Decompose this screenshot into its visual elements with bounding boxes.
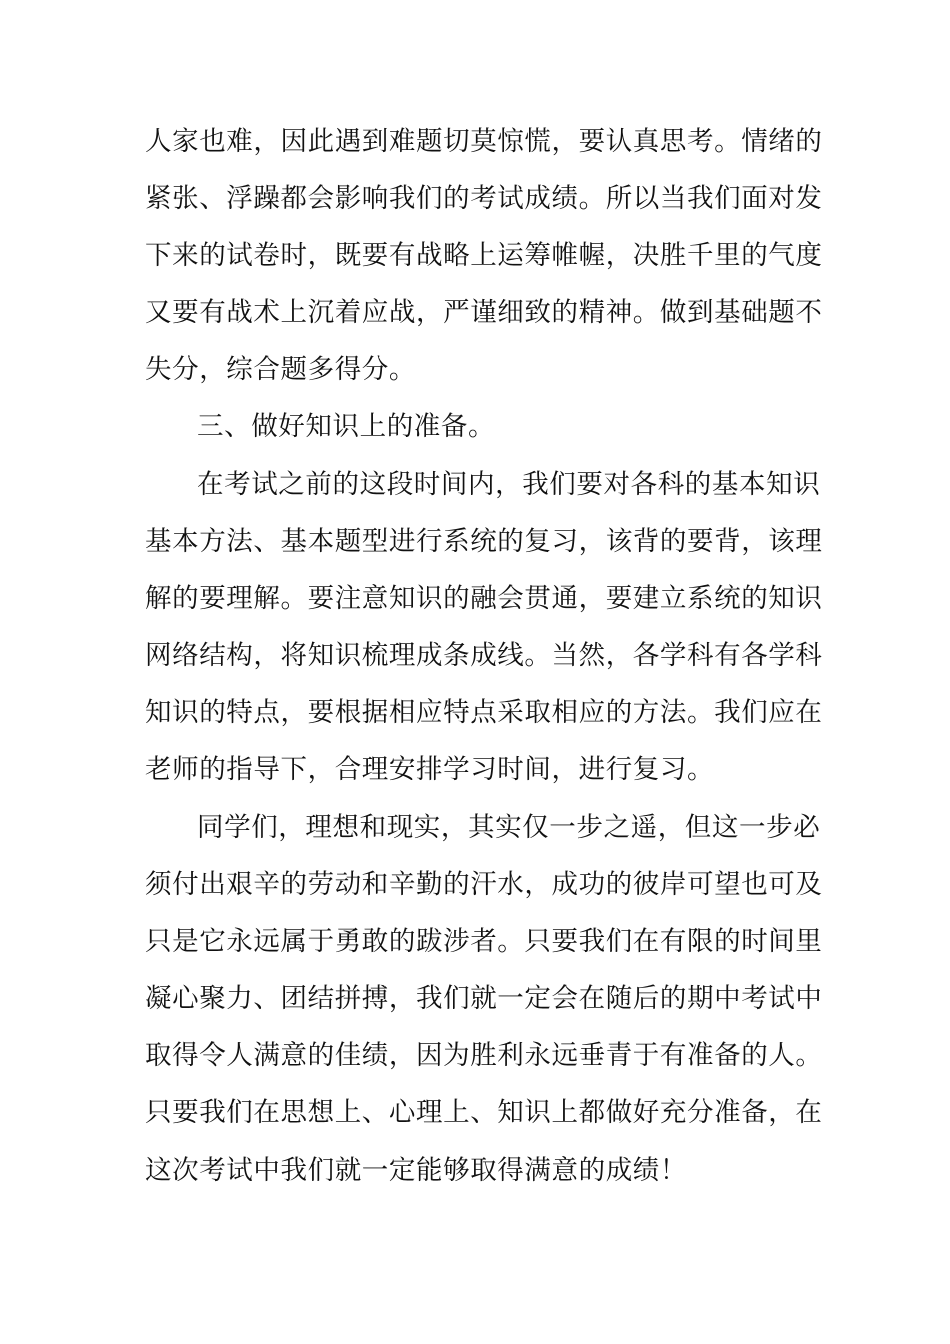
text-line: 网络结构，将知识梳理成条成线。当然，各学科有各学科 (145, 640, 823, 671)
text-line: 人家也难，因此遇到难题切莫惊慌，要认真思考。情绪的 (145, 126, 823, 157)
text-line: 解的要理解。要注意知识的融会贯通，要建立系统的知识 (145, 583, 823, 614)
text-line: 只是它永远属于勇敢的跋涉者。只要我们在有限的时间里 (145, 926, 823, 957)
text-line: 须付出艰辛的劳动和辛勤的汗水，成功的彼岸可望也可及 (145, 869, 823, 900)
text-line: 老师的指导下，合理安排学习时间，进行复习。 (145, 754, 715, 785)
text-line: 凝心聚力、团结拼搏，我们就一定会在随后的期中考试中 (145, 983, 823, 1014)
text-line: 这次考试中我们就一定能够取得满意的成绩！ (145, 1155, 687, 1186)
text-line: 只要我们在思想上、心理上、知识上都做好充分准备，在 (145, 1097, 823, 1128)
text-line: 下来的试卷时，既要有战略上运筹帷幄，决胜千里的气度 (145, 240, 823, 271)
paragraph-start-line: 同学们，理想和现实，其实仅一步之遥，但这一步必 (197, 812, 821, 843)
text-line: 失分，综合题多得分。 (145, 354, 416, 385)
text-line: 紧张、浮躁都会影响我们的考试成绩。所以当我们面对发 (145, 183, 823, 214)
section-heading: 三、做好知识上的准备。 (197, 411, 496, 442)
paragraph-start-line: 在考试之前的这段时间内，我们要对各科的基本知识 (197, 469, 821, 500)
text-line: 知识的特点，要根据相应特点采取相应的方法。我们应在 (145, 697, 823, 728)
text-line: 取得令人满意的佳绩，因为胜利永远垂青于有准备的人。 (145, 1040, 823, 1071)
text-line: 又要有战术上沉着应战，严谨细致的精神。做到基础题不 (145, 297, 823, 328)
text-line: 基本方法、基本题型进行系统的复习，该背的要背，该理 (145, 526, 823, 557)
